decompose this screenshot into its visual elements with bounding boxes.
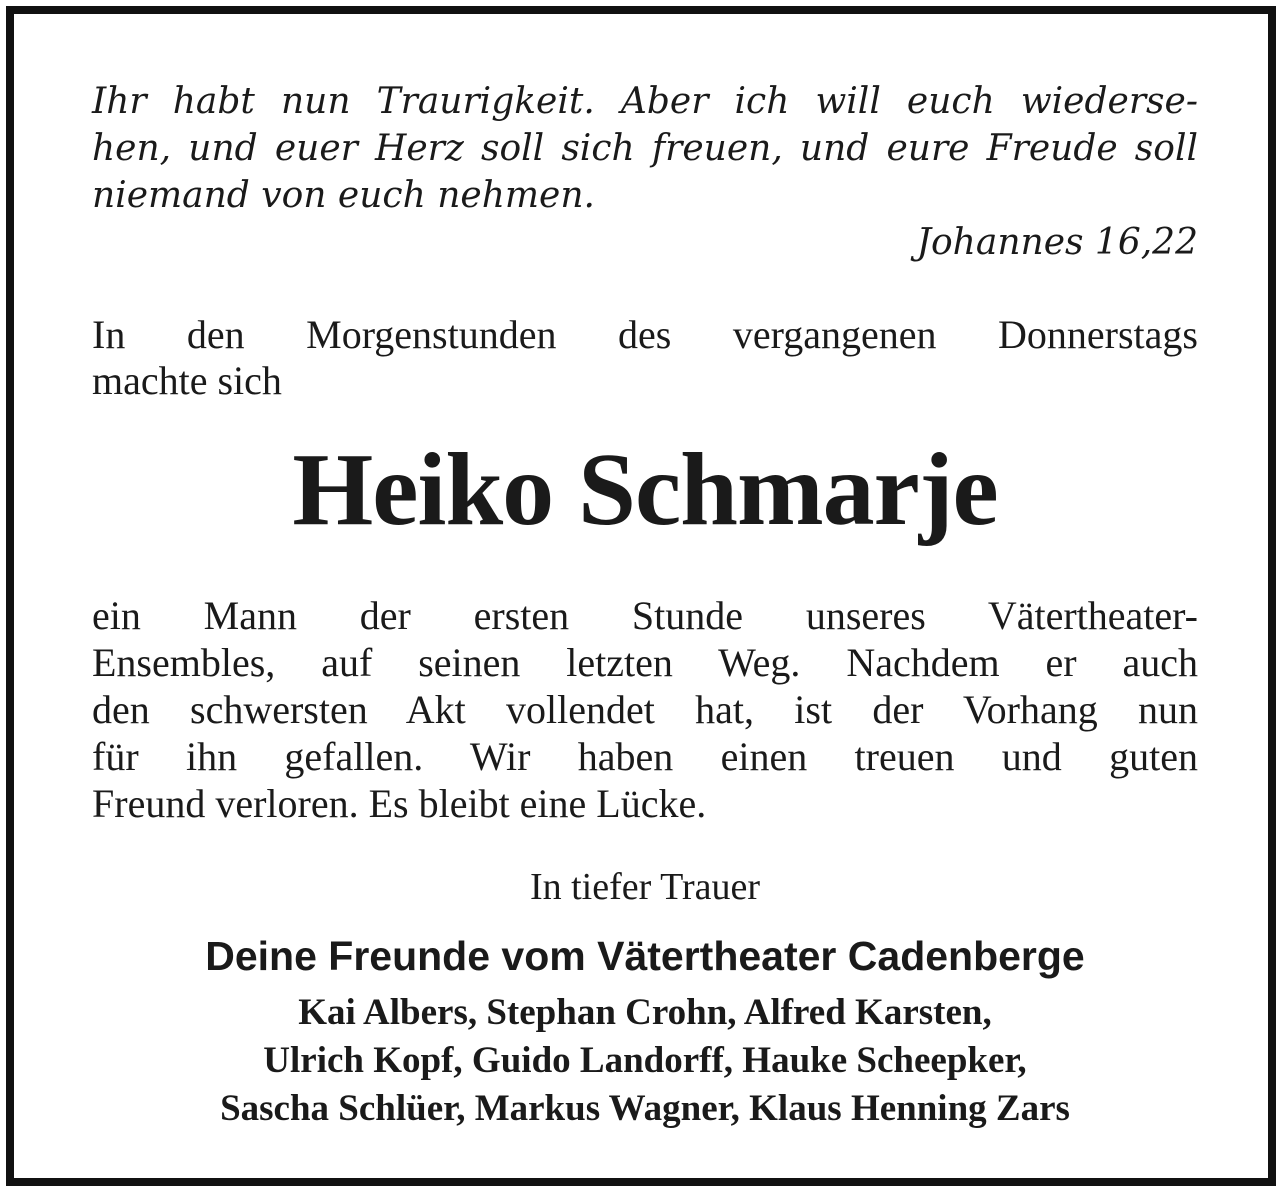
member-names-line: Kai Albers, Stephan Crohn, Alfred Karsten, — [298, 992, 992, 1033]
tribute-line: Freund verloren. Es bleibt eine Lücke. — [92, 781, 707, 826]
bible-verse — [92, 78, 1198, 219]
notice-content — [92, 78, 1198, 1133]
member-names-line: Sascha Schlüer, Markus Wagner, Klaus Henning Zars — [220, 1088, 1070, 1129]
verse-line: Ihr habt nun Traurigkeit. Aber ich will euch wiederse- — [92, 81, 1198, 122]
deceased-name: Heiko Schmarje — [292, 432, 998, 547]
intro-line: In den Morgenstunden des vergangenen Donnerstags — [92, 312, 1198, 357]
tribute-line: Ensembles, auf seinen letzten Weg. Nachdem er auch — [92, 640, 1198, 685]
tribute-line: den schwersten Akt vollendet hat, ist der Vorhang nun — [92, 687, 1198, 732]
verse-line: niemand von euch nehmen. — [92, 175, 595, 216]
member-names-line: Ulrich Kopf, Guido Landorff, Hauke Scheepker, — [263, 1040, 1027, 1081]
intro-text — [92, 312, 1198, 404]
tribute-line: ein Mann der ersten Stunde unseres Vätertheater- — [92, 593, 1198, 638]
tribute-text — [92, 592, 1198, 827]
mourning-phrase: In tiefer Trauer — [529, 866, 761, 908]
verse-line: hen, und euer Herz soll sich freuen, und eure Freude soll — [92, 128, 1198, 169]
verse-reference: Johannes 16,22 — [916, 222, 1198, 263]
tribute-line: für ihn gefallen. Wir haben einen treuen und guten — [92, 734, 1198, 779]
member-names — [92, 989, 1198, 1133]
intro-line: machte sich — [92, 358, 282, 403]
obituary-notice — [6, 6, 1276, 1186]
signatory-group: Deine Freunde vom Vätertheater Cadenberge — [205, 933, 1085, 979]
